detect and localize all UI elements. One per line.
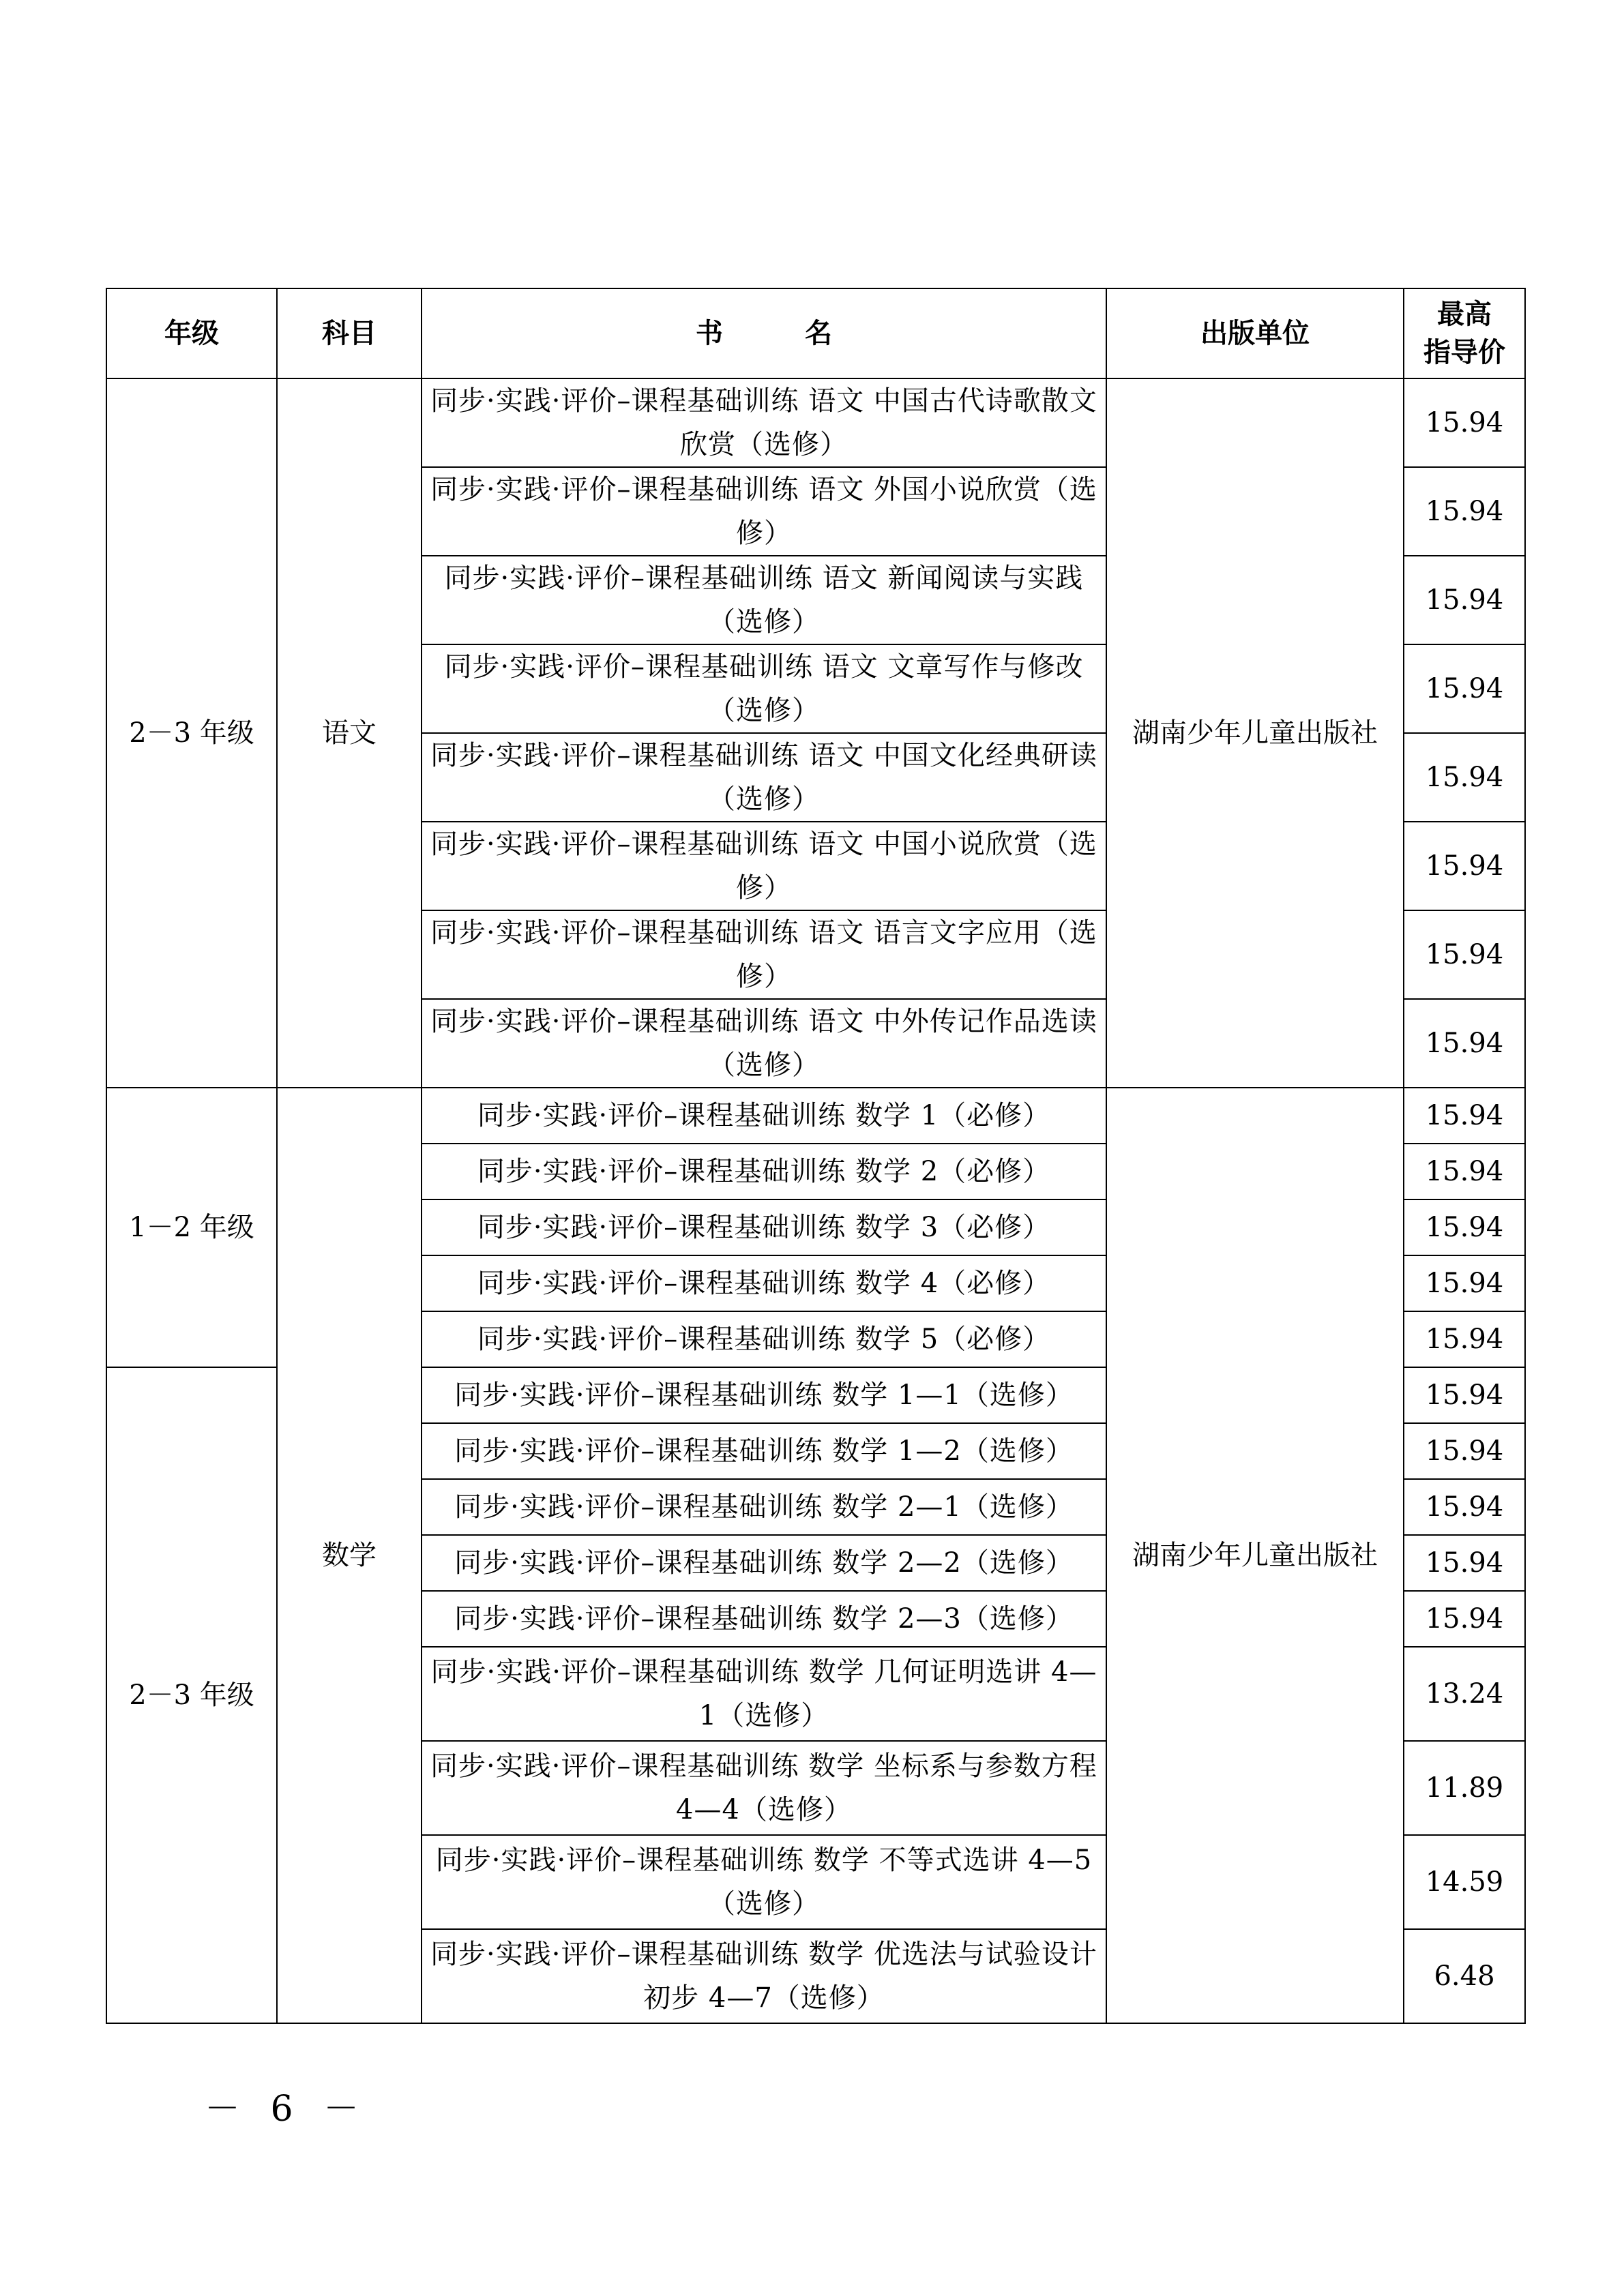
- table-row: [106, 378, 1525, 467]
- book-title: 同步·实践·评价–课程基础训练 语文 中国文化经典研读（选修）: [422, 733, 1106, 822]
- price-cell: 15.94: [1404, 556, 1525, 644]
- price-cell: 15.94: [1404, 644, 1525, 733]
- price-cell: 15.94: [1404, 1479, 1525, 1535]
- header-price-line2: 指导价: [1423, 337, 1505, 368]
- price-cell: 15.94: [1404, 1591, 1525, 1647]
- price-cell: 15.94: [1404, 1144, 1525, 1199]
- price-cell: 15.94: [1404, 378, 1525, 467]
- price-cell: 15.94: [1404, 1367, 1525, 1423]
- subject-cell: 数学: [277, 1088, 422, 2023]
- header-price-line1: 最高: [1437, 299, 1492, 330]
- book-title: 同步·实践·评价–课程基础训练 数学 2—2（选修）: [422, 1535, 1106, 1591]
- table-row: [106, 1088, 1525, 1144]
- price-cell: 15.94: [1404, 822, 1525, 910]
- book-title: 同步·实践·评价–课程基础训练 语文 外国小说欣赏（选修）: [422, 467, 1106, 556]
- header-publisher: 出版单位: [1106, 288, 1404, 378]
- price-cell: 15.94: [1404, 1199, 1525, 1255]
- page-number: － 6 －: [205, 2089, 369, 2130]
- book-title: 同步·实践·评价–课程基础训练 数学 1—1（选修）: [422, 1367, 1106, 1423]
- book-title: 同步·实践·评价–课程基础训练 数学 几何证明选讲 4—1（选修）: [422, 1647, 1106, 1741]
- textbook-price-table: [106, 288, 1526, 2024]
- header-max-price: [1404, 288, 1525, 378]
- book-title: 同步·实践·评价–课程基础训练 语文 中外传记作品选读（选修）: [422, 999, 1106, 1088]
- book-title: 同步·实践·评价–课程基础训练 数学 4（必修）: [422, 1255, 1106, 1311]
- price-cell: 15.94: [1404, 1311, 1525, 1367]
- price-cell: 14.59: [1404, 1835, 1525, 1929]
- book-title: 同步·实践·评价–课程基础训练 数学 优选法与试验设计初步 4—7（选修）: [422, 1929, 1106, 2023]
- price-cell: 15.94: [1404, 733, 1525, 822]
- book-title: 同步·实践·评价–课程基础训练 数学 1（必修）: [422, 1088, 1106, 1144]
- price-cell: 15.94: [1404, 1423, 1525, 1479]
- publisher-cell: 湖南少年儿童出版社: [1106, 378, 1404, 1088]
- price-cell: 6.48: [1404, 1929, 1525, 2023]
- price-cell: 11.89: [1404, 1741, 1525, 1835]
- grade-cell: 2－3 年级: [106, 378, 277, 1088]
- grade-cell: 2－3 年级: [106, 1367, 277, 2023]
- book-title: 同步·实践·评价–课程基础训练 数学 5（必修）: [422, 1311, 1106, 1367]
- subject-cell: 语文: [277, 378, 422, 1088]
- book-title: 同步·实践·评价–课程基础训练 数学 2—3（选修）: [422, 1591, 1106, 1647]
- table-header-row: [106, 288, 1525, 378]
- header-title-text: 书名: [696, 318, 914, 349]
- price-cell: 15.94: [1404, 1535, 1525, 1591]
- book-title: 同步·实践·评价–课程基础训练 数学 1—2（选修）: [422, 1423, 1106, 1479]
- book-title: 同步·实践·评价–课程基础训练 数学 坐标系与参数方程 4—4（选修）: [422, 1741, 1106, 1835]
- book-title: 同步·实践·评价–课程基础训练 数学 2（必修）: [422, 1144, 1106, 1199]
- price-cell: 15.94: [1404, 1255, 1525, 1311]
- book-title: 同步·实践·评价–课程基础训练 数学 不等式选讲 4—5（选修）: [422, 1835, 1106, 1929]
- book-title: 同步·实践·评价–课程基础训练 语文 语言文字应用（选修）: [422, 910, 1106, 999]
- header-title: [422, 288, 1106, 378]
- book-title: 同步·实践·评价–课程基础训练 语文 中国古代诗歌散文欣赏（选修）: [422, 378, 1106, 467]
- book-title: 同步·实践·评价–课程基础训练 语文 新闻阅读与实践（选修）: [422, 556, 1106, 644]
- price-cell: 13.24: [1404, 1647, 1525, 1741]
- header-subject: 科目: [277, 288, 422, 378]
- publisher-cell: 湖南少年儿童出版社: [1106, 1088, 1404, 2023]
- price-cell: 15.94: [1404, 467, 1525, 556]
- price-cell: 15.94: [1404, 999, 1525, 1088]
- grade-cell: 1－2 年级: [106, 1088, 277, 1367]
- book-title: 同步·实践·评价–课程基础训练 数学 2—1（选修）: [422, 1479, 1106, 1535]
- price-cell: 15.94: [1404, 910, 1525, 999]
- book-title: 同步·实践·评价–课程基础训练 语文 文章写作与修改（选修）: [422, 644, 1106, 733]
- header-grade: 年级: [106, 288, 277, 378]
- book-title: 同步·实践·评价–课程基础训练 语文 中国小说欣赏（选修）: [422, 822, 1106, 910]
- book-title: 同步·实践·评价–课程基础训练 数学 3（必修）: [422, 1199, 1106, 1255]
- price-cell: 15.94: [1404, 1088, 1525, 1144]
